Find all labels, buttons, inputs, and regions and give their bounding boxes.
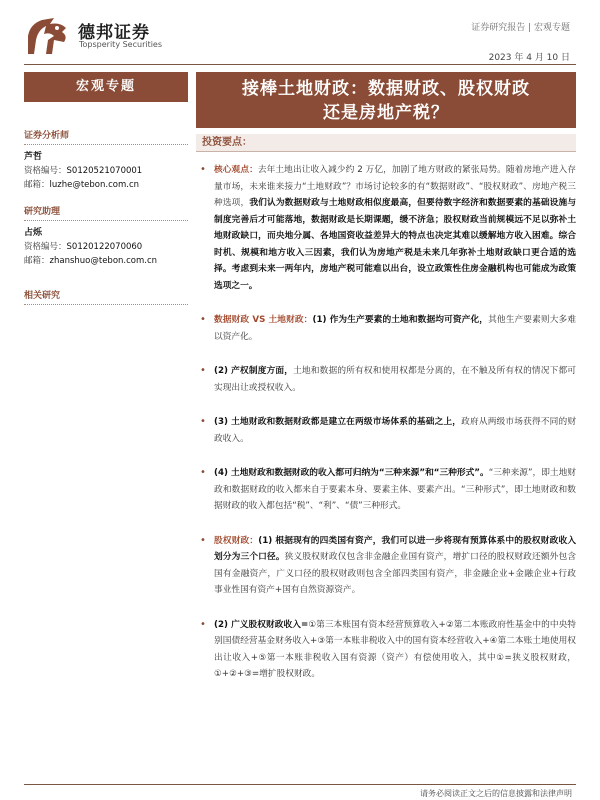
paragraph-lead: 数据财政 VS 土地财政： <box>214 315 313 325</box>
assistant-heading: 研究助理 <box>24 204 188 221</box>
bullet-icon: • <box>200 618 206 630</box>
paragraph-data-vs-land-2 <box>200 363 576 396</box>
paragraph-bold: (2) 广义股权财政收入= <box>214 619 309 630</box>
bullet-icon: • <box>200 314 206 325</box>
report-body <box>200 162 576 701</box>
paragraph-bold: 我们认为数据财政与土地财政相似度最高，但要待数字经济和数据要素的基础设施与制度完善后才可能落地，数据财政是长期课题，缓不济急；股权财政当前规模远不足以弥补土地财政缺口，而央地分属、各地国资收益差异大的特点也决定其难以缓解地方收入困难。综合时机、规模和地方收入三因素，我们认为房地产税是未来几年弥补土地财政缺口更合适的选择。考虑到未来一两年内，房地产税可能难以出台，设立政策性住房金融机构也可能成为政策选项之一。 <box>214 198 577 291</box>
paragraph-equity-1 <box>200 533 576 599</box>
paragraph-text: 政府从两级市场获得不同的财政收入。 <box>214 417 577 444</box>
report-type: 证券研究报告 | 宏观专题 <box>471 23 570 33</box>
paragraph-text: 狭义股权财政仅包含非金融企业国有资产，增扩口径的股权财政还额外包含国有金融资产，广义口径的股权财政则包含全部四类国有资产，非金融企业+金融企业+行政事业性国有资产+国有自然资源资产。 <box>214 552 577 595</box>
company-logo <box>24 16 174 56</box>
brand-name-en: Topsperity Securities <box>79 40 163 49</box>
paragraph-bold: (1) 根据现有的四类国有资产，我们可以进一步将现有预算体系中的股权财政收入划分为三个口径。 <box>214 535 577 562</box>
brand-name-cn: 德邦证券 <box>78 23 150 43</box>
license-label: 资格编号： <box>24 166 67 176</box>
bullet-icon: • <box>200 416 206 427</box>
paragraph-lead: 核心观点： <box>214 165 258 175</box>
license-value: S0120122070060 <box>66 242 143 252</box>
footer-disclaimer: 请务必阅读正文之后的信息披露和法律声明 <box>420 789 572 798</box>
title-line-2: 还是房地产税？ <box>323 103 449 123</box>
paragraph-data-vs-land-4 <box>200 465 576 515</box>
license-value: S0120521070001 <box>66 166 143 176</box>
related-research-heading: 相关研究 <box>24 288 188 305</box>
paragraph-lead: 股权财政： <box>214 535 259 546</box>
email-link[interactable]: luzhe@tebon.com.cn <box>49 180 140 190</box>
horse-head-logo-icon <box>24 16 72 56</box>
paragraph-bold: (2) 产权制度方面， <box>214 366 294 376</box>
paragraph-bold: (1) 作为生产要素的土地和数据均可资产化， <box>312 315 489 325</box>
title-line-1: 接棒土地财政：数据财政、股权财政 <box>242 79 530 99</box>
email-link[interactable]: zhanshuo@tebon.com.cn <box>49 256 158 266</box>
paragraph-bold: (3) 土地财政和数据财政都是建立在两级市场体系的基础之上， <box>214 417 462 427</box>
bullet-icon: • <box>200 164 206 175</box>
analyst-email <box>24 178 188 190</box>
paragraph-text: 土地和数据的所有权和使用权都是分离的，在不触及所有权的情况下都可实现出让或授权收入。 <box>214 366 576 393</box>
paragraph-text: 其他生产要素则大多难以资产化。 <box>214 315 577 342</box>
footer-divider <box>24 784 576 785</box>
sidebar <box>24 72 188 305</box>
paragraph-equity-2 <box>200 617 576 683</box>
paragraph-text: 去年土地出让收入减少约 2 万亿，加剧了地方财政的紧张局势。随着房地产进入存量市场，未来谁来接力“土地财政”？市场讨论较多的有“数据财政”、“股权财政”、房地产税三种选项， <box>214 165 576 208</box>
assistant-email <box>24 254 188 266</box>
analyst-license <box>24 164 188 176</box>
email-label: 邮箱： <box>24 256 50 266</box>
assistant-name: 占烁 <box>24 228 43 238</box>
paragraph-bold: (4) 土地财政和数据财政的收入都可归纳为“三种来源”和“三种形式”。 <box>214 468 489 478</box>
email-label: 邮箱： <box>24 180 50 190</box>
paragraph-data-vs-land-1 <box>200 312 576 345</box>
section-badge: 宏观专题 <box>24 72 188 102</box>
investment-tips-heading: 投资要点： <box>196 134 576 152</box>
bullet-icon: • <box>200 534 206 546</box>
paragraph-core-view <box>200 162 576 294</box>
bullet-icon: • <box>200 365 206 376</box>
paragraph-data-vs-land-3 <box>200 414 576 447</box>
analyst-heading: 证券分析师 <box>24 128 188 145</box>
paragraph-text: ①第三本账国有资本经营预算收入+②第二本账政府性基金中的中央特别国债经营基金财务收入+③第一本账非税收入中的国有资本经营收入+④第二本账土地使用权出让收入+⑤第一本账非税收入国有资源（资产）有偿使用收入，其中①=狭义股权财政，①+②+③=增扩股权财政。 <box>214 619 576 679</box>
report-title <box>196 72 576 128</box>
assistant-license <box>24 240 188 252</box>
analyst-name: 芦哲 <box>24 152 43 162</box>
paragraph-text: “三种来源”，即土地财政和数据财政的收入都来自于要素本身、要素主体、要素产出。“三种形式”，即土地财政和数据财政的收入都包括“税”、“利”、“债”三种形式。 <box>214 468 576 511</box>
report-date: 2023 年 4 月 10 日 <box>488 53 570 63</box>
license-label: 资格编号： <box>24 242 67 252</box>
bullet-icon: • <box>200 467 206 478</box>
header-divider <box>24 64 576 65</box>
